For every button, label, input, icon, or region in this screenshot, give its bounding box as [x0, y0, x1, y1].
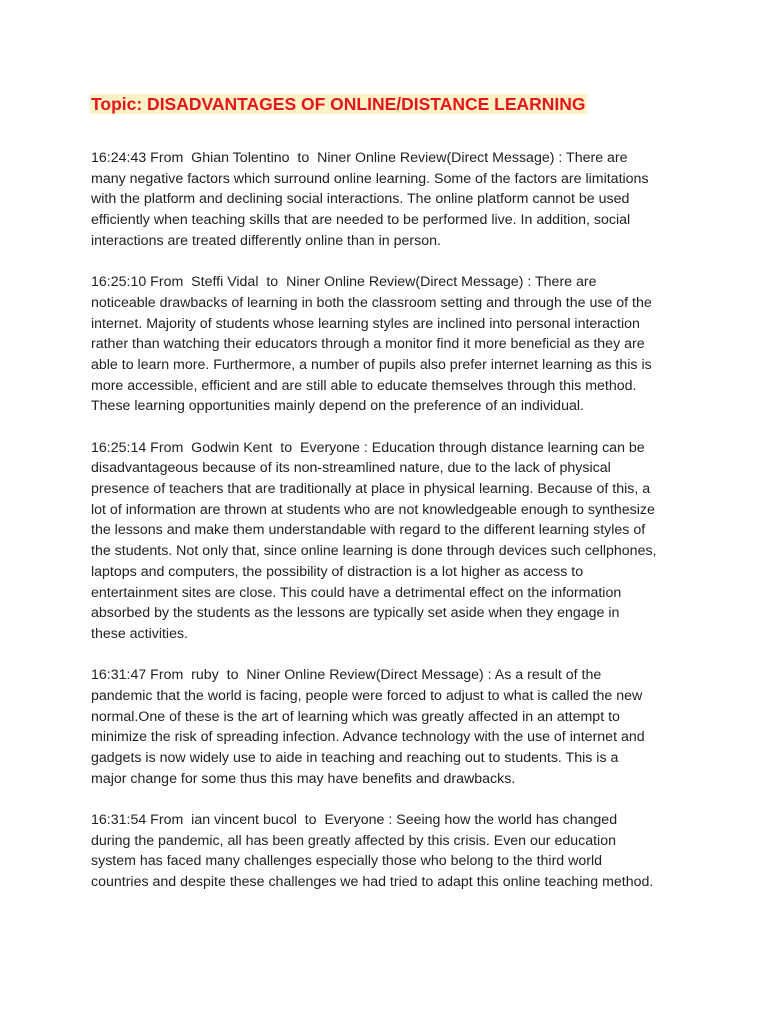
message-text: : Seeing how the world has changed during the pandemic, all has been greatly affected by this crisis. Even our education system has faced many challenges especially those who belong to the third world countries and despite these challenges we had tried to adapt this online teaching method. [91, 812, 654, 891]
message-text: : There are many negative factors which surround online learning. Some of the factors are limitations with the platform and declining social interactions. The online platform cannot be used efficiently when teaching skills that are needed to be performed live. In addition, social interactions are treated differently online than in person. [91, 150, 653, 249]
message-recipient: Everyone [324, 812, 385, 829]
message-timestamp: 16:24:43 [91, 150, 147, 166]
from-label: From [146, 667, 192, 684]
message-sender: ian vincent bucol [191, 812, 297, 829]
chat-message [91, 665, 657, 789]
chat-message [91, 438, 661, 645]
message-timestamp: 16:31:54 [91, 812, 147, 829]
message-timestamp: 16:25:10 [91, 274, 147, 291]
to-label: to [289, 150, 318, 166]
to-label: to [272, 439, 301, 456]
message-sender: Godwin Kent [191, 439, 273, 456]
document-title: Topic: DISADVANTAGES OF ONLINE/DISTANCE LEARNING [91, 94, 586, 114]
message-sender: ruby [191, 667, 219, 684]
to-label: to [258, 274, 287, 291]
message-text: : There are noticeable drawbacks of learning in both the classroom setting and through the use of the internet. Majority of students whose learning styles are inclined into personal interaction rather than watching their educators through a monitor find it more beneficial as they are able to learn more. Furthermore, a number of pupils also prefer internet learning as this is more accessible, efficient and are still able to educate themselves through this method. These learning opportunities mainly depend on the preference of an individual. [91, 274, 656, 415]
to-label: to [218, 667, 247, 684]
message-recipient: Niner Online Review(Direct Message) [246, 667, 484, 684]
message-sender: Steffi Vidal [191, 274, 259, 291]
message-recipient: Niner Online Review(Direct Message) [317, 150, 555, 166]
document-page [91, 94, 661, 913]
message-text: : Education through distance learning can be disadvantageous because of its non-streamlined nature, due to the lack of physical presence of teachers that are traditionally at place in physical learning. Because of this, a lot of information are thrown at students who are not knowledgeable enough to synthesize the lessons and make them understandable with regard to the different learning styles of the students. Not only that, since online learning is done through devices such cellphones, laptops and computers, the possibility of distraction is a lot higher as access to entertainment sites are close. This could have a detrimental effect on the information absorbed by the students as the lessons are typically set aside when they engage in these activities. [91, 439, 661, 642]
from-label: From [146, 812, 192, 829]
message-timestamp: 16:31:47 [91, 667, 147, 684]
message-recipient: Niner Online Review(Direct Message) [286, 274, 524, 291]
chat-message [91, 810, 657, 893]
from-label: From [146, 150, 192, 166]
chat-message [91, 148, 657, 252]
message-sender: Ghian Tolentino [191, 150, 290, 166]
from-label: From [146, 439, 192, 456]
from-label: From [146, 274, 192, 291]
chat-message [91, 272, 657, 417]
message-recipient: Everyone [300, 439, 360, 456]
to-label: to [296, 812, 325, 829]
message-timestamp: 16:25:14 [91, 439, 147, 456]
message-text: : As a result of the pandemic that the world is facing, people were forced to adjust to what is called the new normal.One of these is the art of learning which was greatly affected in an attempt to minimize the risk of spreading infection. Advance technology with the use of internet and gadgets is now widely use to aide in teaching and reaching out to students. This is a major change for some thus this may have benefits and drawbacks. [91, 667, 649, 787]
